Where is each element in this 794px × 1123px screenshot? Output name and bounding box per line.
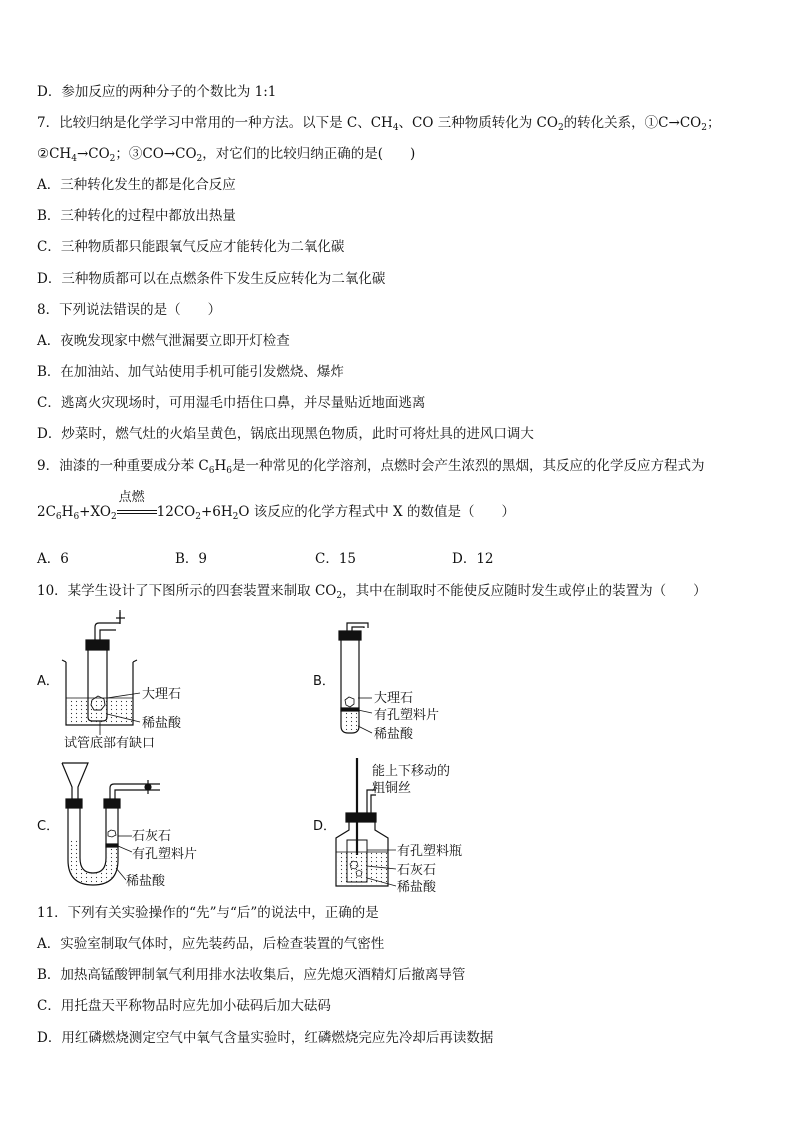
q7-option-d: D．三种物质都可以在点燃条件下发生反应转化为二氧化碳 [37,271,386,287]
label-c-acid: 稀盐酸 [126,874,166,889]
label-d-lime: 石灰石 [397,863,437,878]
apparatus-c-label: C． [37,819,60,834]
apparatus-d-label: D． [313,819,337,834]
q9-option-a: A．6 [37,551,69,567]
q10-stem: 10．某学生设计了下图所示的四套装置来制取 $CO_2$，其中在制取时不能使反应随时发生或停止的装置为（ ） [37,583,707,601]
q8-option-d: D．炒菜时，燃气灶的火焰呈黄色，锅底出现黑色物质，此时可将灶具的进风口调大 [37,426,534,442]
q9-option-b: B．9 [175,551,208,567]
label-a-note: 试管底部有缺口 [64,736,156,751]
label-c-plate: 有孔塑料片 [132,847,198,862]
stopper-c-right [104,799,120,808]
apparatus-b [313,623,372,733]
stopper-d [346,813,376,822]
q8-option-a: A．夜晚发现家中燃气泄漏要立即开灯检查 [37,333,290,349]
label-c-lime: 石灰石 [132,829,172,844]
q11-option-c: C．用托盘天平称物品时应先加小砝码后加大砝码 [37,998,331,1014]
u-tube-inner [80,808,106,873]
q7-option-c: C．三种物质都只能跟氧气反应才能转化为二氧化碳 [37,239,345,255]
label-d-wire2: 粗铜丝 [372,781,412,796]
apparatus-a-label: A． [37,674,59,689]
stopper-c-left [66,799,82,808]
q9-equation: $2C_6H_6+XO_2$ 点燃 $12CO_2+6H_2O$ 该反应的化学方程式中 X 的数值是（ ） [37,489,515,522]
acid-liquid-a [67,698,132,724]
label-b-acid: 稀盐酸 [374,727,414,742]
q8-option-b: B．在加油站、加气站使用手机可能引发燃烧、爆炸 [37,364,344,380]
q7-stem-line1: 7．比较归纳是化学学习中常用的一种方法。以下是 C、$CH_4$、CO 三种物质转化为 $CO_2$的转化关系，$①C\to CO_2$； [37,115,721,133]
label-b-plate: 有孔塑料片 [374,708,440,723]
label-a-marble: 大理石 [142,687,182,702]
q8-stem: 8．下列说法错误的是（ ） [37,302,222,318]
q8-option-c: C．逃离火灾现场时，可用湿毛巾捂住口鼻，并尽量贴近地面逃离 [37,395,426,411]
marble-b [345,697,354,707]
perforated-plate-b [341,708,359,711]
q11-option-b: B．加热高锰酸钾制氧气利用排水法收集后，应先熄灭酒精灯后撤离导管 [37,967,466,983]
q7-stem-line2: $②CH_4\to CO_2$；$③CO\to CO_2$，对它们的比较归纳正确的是( ) [37,146,416,164]
funnel [62,763,88,800]
q7-option-b: B．三种转化的过程中都放出热量 [37,208,236,224]
reaction-condition: 点燃 [118,489,145,505]
q9-stem: 9．油漆的一种重要成分苯 $C_6H_6$是一种常见的化学溶剂，点燃时会产生浓烈的黑烟，其反应的化学反应方程式为 [37,458,705,476]
label-a-acid: 稀盐酸 [142,716,182,731]
q9-option-c: C．15 [315,551,357,567]
limestone-c [108,830,116,837]
q11-option-d: D．用红磷燃烧测定空气中氧气含量实验时，红磷燃烧完应先冷却后再读数据 [37,1030,494,1046]
apparatus-b-label: B． [313,674,335,689]
stopper-b [339,631,361,640]
q6-option-d: D．参加反应的两种分子的个数比为 1:1 [37,84,277,100]
q7-option-a: A．三种转化发生的都是化合反应 [37,177,236,193]
apparatus-c [37,763,160,885]
perforated-plate-c [106,844,118,847]
apparatus-a [37,610,140,735]
stopper-a [86,640,109,650]
label-b-marble: 大理石 [374,691,414,706]
label-d-bottle: 有孔塑料瓶 [397,844,463,859]
q9-option-d: D．12 [452,551,494,567]
label-d-acid: 稀盐酸 [397,880,437,895]
q11-option-a: A．实验室制取气体时，应先装药品，后检查装置的气密性 [37,936,385,952]
q11-stem: 11．下列有关实验操作的“先”与“后”的说法中，正确的是 [37,905,379,921]
label-d-wire1: 能上下移动的 [372,764,451,779]
